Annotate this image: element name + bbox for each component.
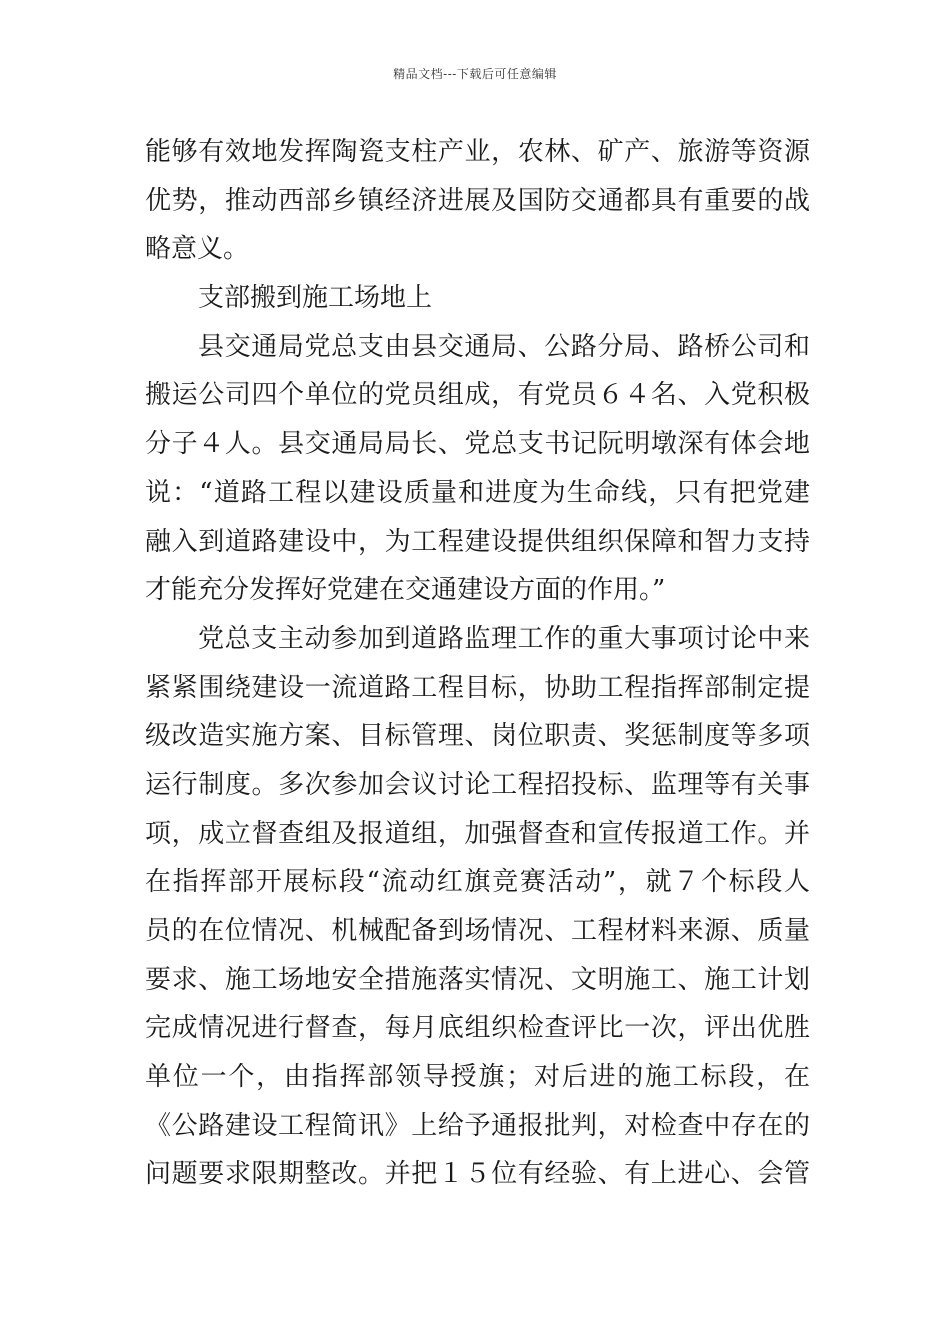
text-line: 员的在位情况、机械配备到场情况、工程材料来源、质量: [145, 916, 810, 946]
heading-line: 支部搬到施工场地上: [198, 283, 433, 314]
text-line: 县交通局党总支由县交通局、公路分局、路桥公司和: [198, 331, 810, 362]
paragraph-2: [145, 323, 810, 615]
page-header: 精品文档---下载后可任意编辑: [393, 67, 557, 81]
text-line: 优势，推动西部乡镇经济进展及国防交通都具有重要的战: [145, 185, 810, 216]
text-line: 分子４人。县交通局局长、党总支书记阮明墩深有体会地: [145, 429, 810, 460]
text-line: 略意义。: [145, 234, 250, 265]
text-line: 融入到道路建设中，为工程建设提供组织保障和智力支持: [145, 526, 810, 557]
text-line: 级改造实施方案、目标管理、岗位职责、奖惩制度等多项: [145, 721, 810, 752]
text-line: 搬运公司四个单位的党员组成，有党员６４名、入党积极: [145, 380, 810, 411]
text-line: 要求、施工场地安全措施落实情况、文明施工、施工计划: [145, 964, 810, 995]
paragraph-1: [145, 128, 810, 274]
text-line: 紧紧围绕建设一流道路工程目标，协助工程指挥部制定提: [145, 672, 810, 703]
text-line: 说：“道路工程以建设质量和进度为生命线，只有把党建: [145, 477, 810, 508]
text-line: 单位一个，由指挥部领导授旗；对后进的施工标段，在: [145, 1062, 810, 1093]
text-line: 运行制度。多次参加会议讨论工程招投标、监理等有关事: [145, 769, 810, 800]
text-line: 党总支主动参加到道路监理工作的重大事项讨论中来: [198, 623, 810, 654]
text-line: 在指挥部开展标段“流动红旗竞赛活动”，就７个标段人: [145, 867, 810, 898]
text-line: 项，成立督查组及报道组，加强督查和宣传报道工作。并: [145, 818, 810, 849]
paragraph-3: [145, 615, 810, 1199]
section-heading: [145, 274, 810, 323]
text-line: 能够有效地发挥陶瓷支柱产业，农林、矿产、旅游等资源: [145, 137, 810, 167]
text-line: 完成情况进行督查，每月底组织检查评比一次，评出优胜: [145, 1013, 810, 1044]
text-line: 《公路建设工程简讯》上给予通报批判，对检查中存在的: [145, 1110, 810, 1141]
document-body: [145, 128, 810, 1199]
text-line: 才能充分发挥好党建在交通建设方面的作用。”: [145, 575, 666, 606]
text-line: 问题要求限期整改。并把１５位有经验、有上进心、会管: [145, 1159, 810, 1190]
